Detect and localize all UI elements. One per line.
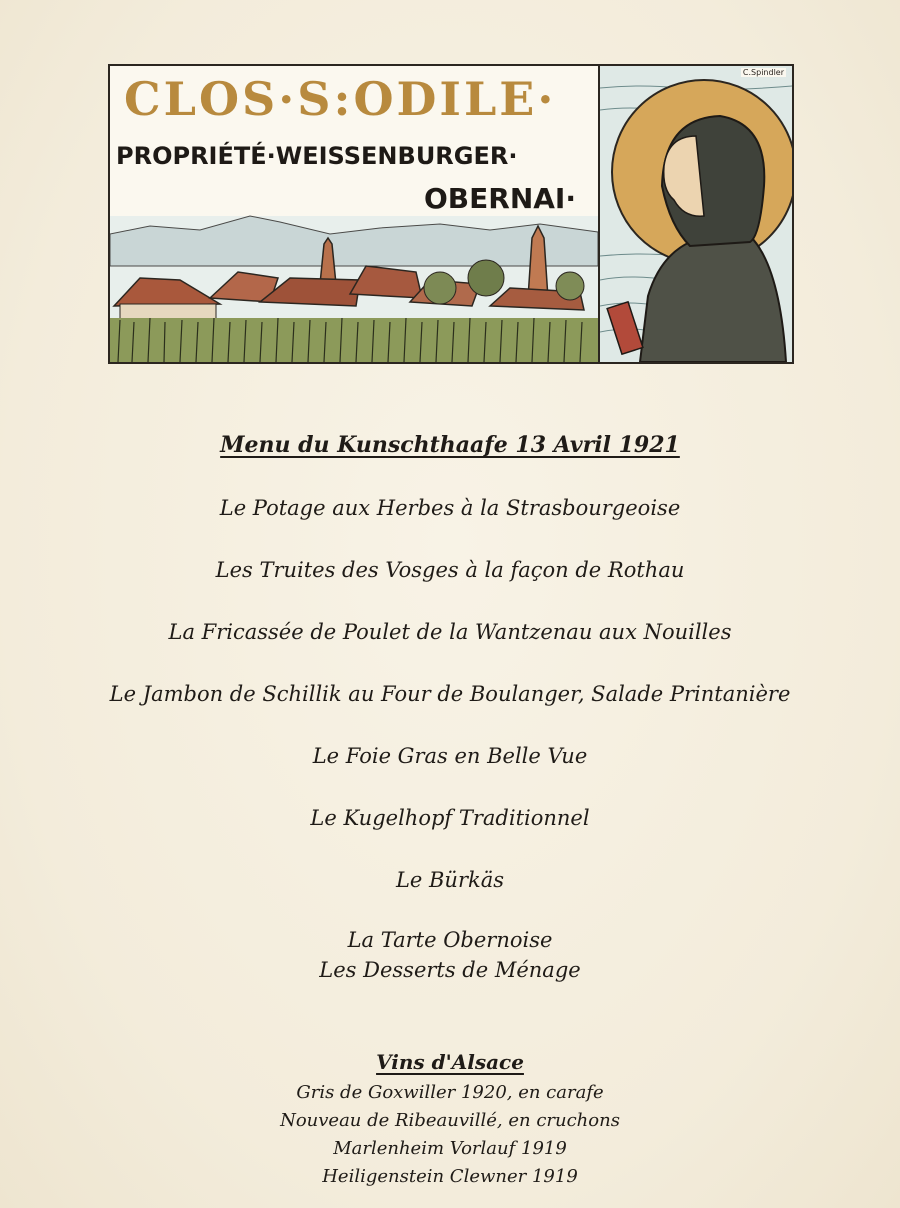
wine-item: Heiligenstein Clewner 1919 xyxy=(322,1166,578,1187)
course-item: Le Foie Gras en Belle Vue xyxy=(312,744,588,768)
wine-item: Gris de Goxwiller 1920, en carafe xyxy=(296,1082,604,1103)
wine-item: Marlenheim Vorlauf 1919 xyxy=(333,1138,567,1159)
wine-item: Nouveau de Ribeauvillé, en cruchons xyxy=(280,1110,620,1131)
course-item: La Fricassée de Poulet de la Wantzenau aux Nouilles xyxy=(168,620,732,644)
course-item: Le Bürkäs xyxy=(395,868,505,892)
wines-title: Vins d'Alsace xyxy=(376,1050,524,1074)
course-item: Le Jambon de Schillik au Four de Boulanger, Salade Printanière xyxy=(109,682,791,706)
course-item: Les Truites des Vosges à la façon de Rothau xyxy=(215,558,685,582)
header-illustration xyxy=(108,64,794,364)
town-line: OBERNAI· xyxy=(424,182,576,215)
saint-odile-illustration xyxy=(600,66,792,362)
estate-name: CLOS·S:ODILE· xyxy=(124,72,557,126)
owner-line: PROPRIÉTÉ·WEISSENBURGER· xyxy=(116,142,518,170)
course-item: Les Desserts de Ménage xyxy=(319,958,581,982)
menu-title: Menu du Kunschthaafe 13 Avril 1921 xyxy=(220,432,680,458)
artist-signature: C.Spindler xyxy=(742,68,784,77)
course-item: Le Potage aux Herbes à la Strasbourgeoise xyxy=(219,496,681,520)
estate-panel xyxy=(110,66,598,362)
saint-portrait-panel xyxy=(598,66,792,362)
course-item: La Tarte Obernoise xyxy=(347,928,553,952)
course-item: Le Kugelhopf Traditionnel xyxy=(310,806,590,830)
